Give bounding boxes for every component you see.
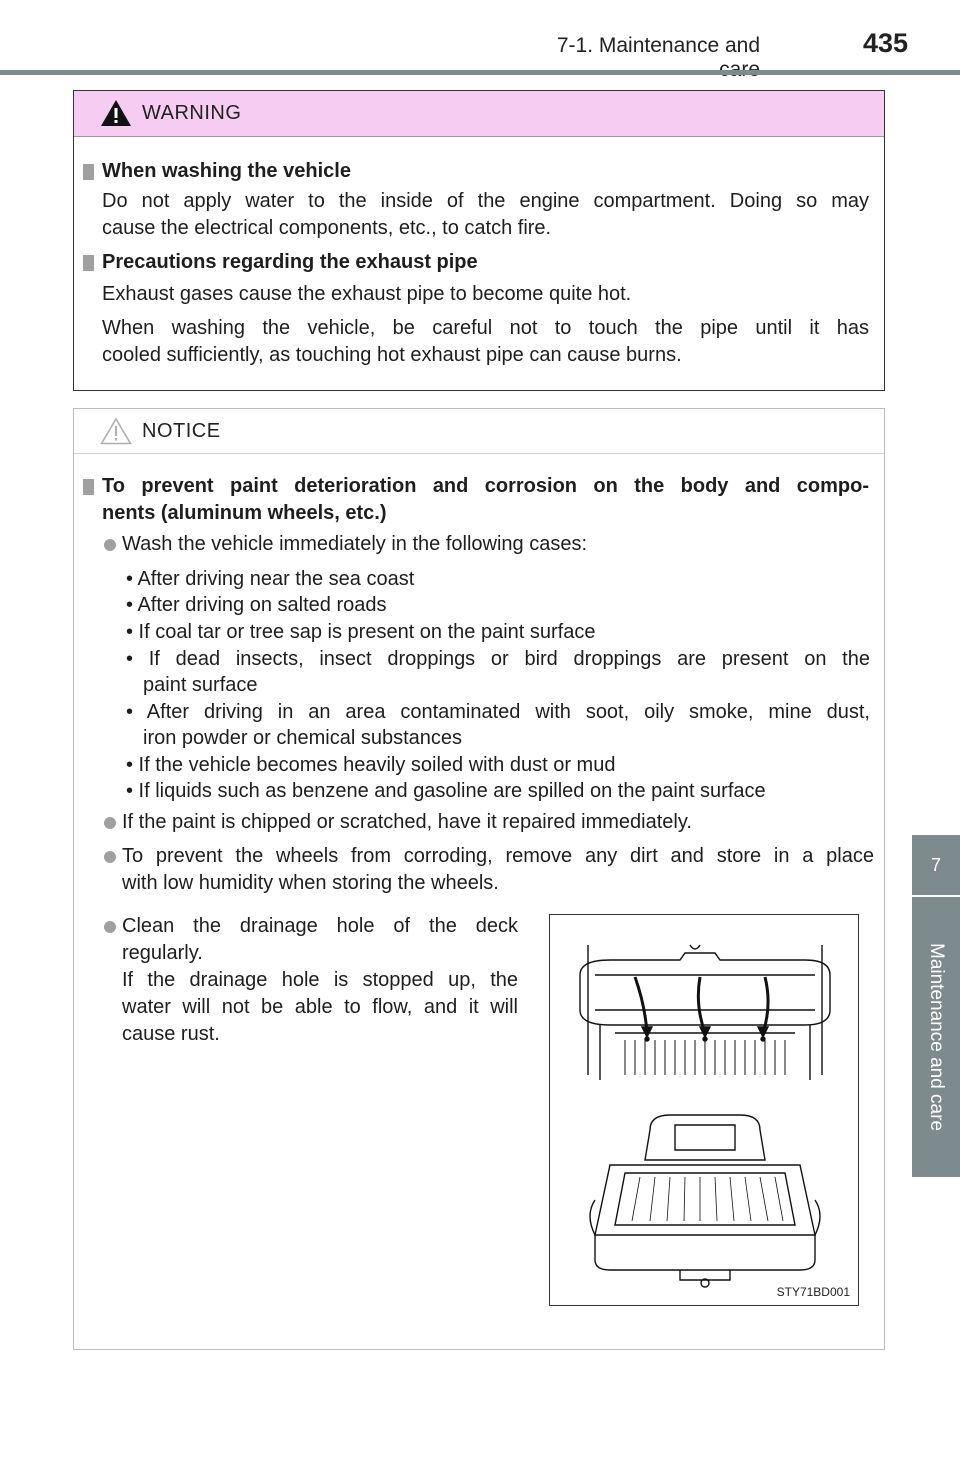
case-item: • After driving on salted roads: [126, 594, 387, 616]
case-item: • If coal tar or tree sap is present on the paint surface: [126, 621, 596, 643]
notice-drain-text: water will not be able to flow, and it will: [122, 996, 518, 1018]
warning-heading-exhaust: Precautions regarding the exhaust pipe: [102, 251, 478, 273]
notice-paint-text: If the paint is chipped or scratched, have it repaired immediately.: [122, 811, 692, 833]
chapter-tab: [912, 897, 960, 1177]
page-number: 435: [862, 28, 908, 58]
header-rule: [0, 70, 960, 75]
warning-title: WARNING: [142, 102, 242, 124]
notice-drain-text: If the drainage hole is stopped up, the: [122, 969, 518, 991]
notice-heading-line: nents (aluminum wheels, etc.): [102, 502, 387, 524]
notice-intro: Wash the vehicle immediately in the following cases:: [122, 533, 588, 555]
warning-triangle-icon: [100, 99, 132, 127]
figure-code: STY71BD001: [776, 1285, 850, 1299]
warning-header: [74, 91, 884, 137]
warning-text-line: Exhaust gases cause the exhaust pipe to become quite hot.: [102, 283, 632, 305]
warning-text-line: cooled sufficiently, as touching hot exhaust pipe can cause burns.: [102, 344, 682, 366]
chapter-tab-label: Maintenance and care: [926, 942, 947, 1132]
square-bullet-icon: [83, 255, 94, 271]
case-item: • After driving near the sea coast: [126, 568, 415, 590]
notice-heading-line: To prevent paint deterioration and corrosion on the body and compo-: [102, 475, 869, 497]
warning-heading-washing: When washing the vehicle: [102, 160, 351, 182]
warning-text-line: Do not apply water to the inside of the engine compartment. Doing so may: [102, 190, 869, 212]
round-bullet-icon: [104, 851, 116, 863]
round-bullet-icon: [104, 539, 116, 551]
notice-header: [74, 409, 884, 454]
case-item: • If the vehicle becomes heavily soiled with dust or mud: [126, 754, 616, 776]
round-bullet-icon: [104, 921, 116, 933]
notice-triangle-icon: [100, 417, 132, 445]
notice-wheels-text: To prevent the wheels from corroding, remove any dirt and store in a place: [122, 845, 874, 867]
truck-bed-illustration: [550, 915, 860, 1307]
notice-title: NOTICE: [142, 420, 221, 442]
warning-text-line: When washing the vehicle, be careful not to touch the pipe until it has: [102, 317, 869, 339]
case-item-continued: iron powder or chemical substances: [143, 727, 463, 749]
square-bullet-icon: [83, 164, 94, 180]
case-item: • After driving in an area contaminated with soot, oily smoke, mine dust,: [126, 701, 870, 723]
section-title: 7-1. Maintenance and: [556, 34, 760, 57]
notice-wheels-text: with low humidity when storing the wheels.: [122, 872, 499, 894]
warning-text-line: cause the electrical components, etc., to catch fire.: [102, 217, 552, 239]
case-item: • If dead insects, insect droppings or bird droppings are present on the: [126, 648, 870, 670]
round-bullet-icon: [104, 817, 116, 829]
notice-drain-text: Clean the drainage hole of the deck: [122, 915, 518, 937]
chapter-tab-number: 7: [912, 835, 960, 895]
square-bullet-icon: [83, 479, 94, 495]
deck-drainage-figure: [549, 914, 859, 1306]
case-item-continued: paint surface: [143, 674, 258, 696]
notice-drain-text: regularly.: [122, 942, 203, 964]
notice-drain-text: cause rust.: [122, 1023, 220, 1045]
warning-box: [73, 90, 885, 391]
case-item: • If liquids such as benzene and gasoline are spilled on the paint surface: [126, 780, 766, 802]
